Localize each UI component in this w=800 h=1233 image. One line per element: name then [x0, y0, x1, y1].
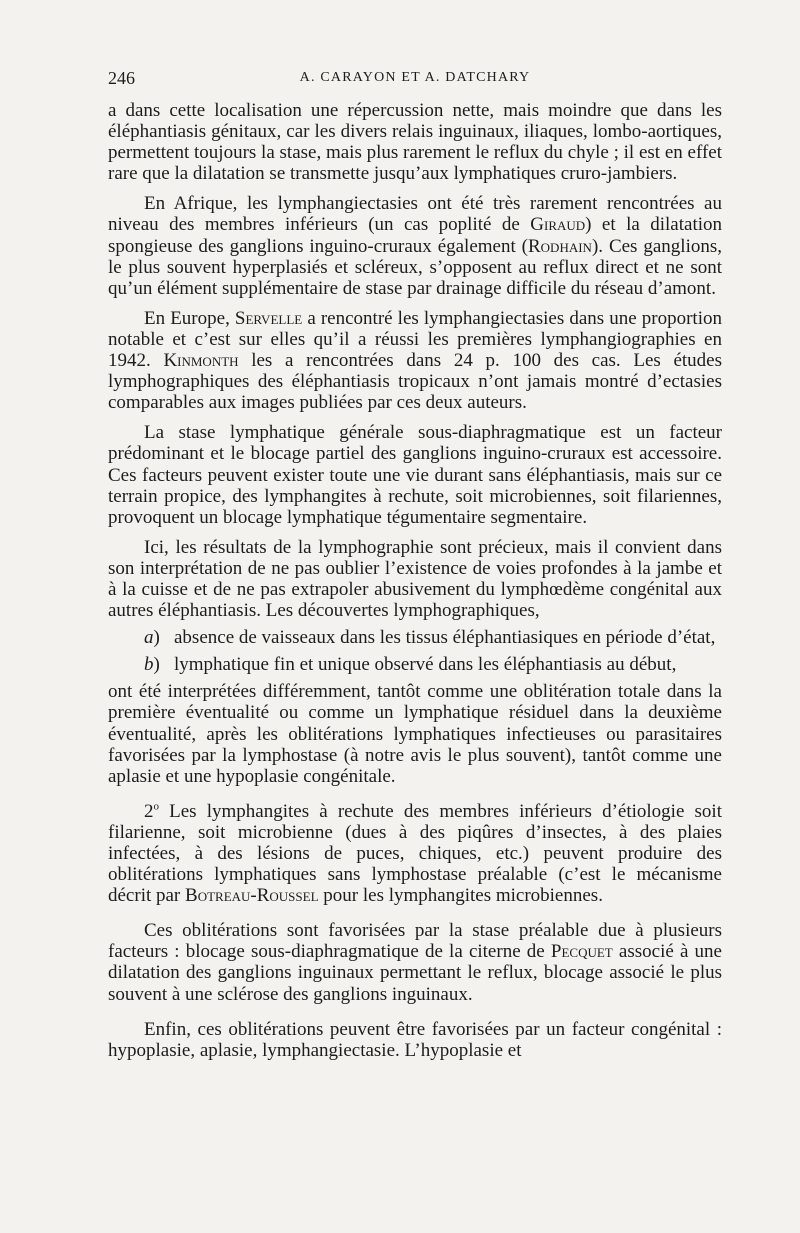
text-run: pour les lymphangites microbiennes.: [318, 885, 603, 907]
list-marker-letter: a: [144, 627, 154, 649]
text-run: a rencontré les lymphangiectasies dans une proportion notable et c’est sur elles qu’il a réussi les premières lymphangiographies en 1942.: [108, 307, 722, 372]
text-run: Les lymphangites à rechute des membres inférieurs d’étiologie soit filarienne, soit microbienne (dues à des piqûres d’insectes, à des plaies infectées, à des lésions de puces, chiques, etc.) peuvent produire des oblitérations lymphatiques sans lymphostase préalable (c’est le mécanisme décrit par: [108, 800, 722, 907]
text-run: les a rencontrées dans 24 p. 100 des cas. Les études lymphographiques des éléphantiasis tropicaux n’ont jamais montré d’ectasies comparables aux images publiées par ces deux auteurs.: [108, 350, 722, 414]
paragraph-8: [108, 920, 722, 1004]
page-header: [108, 64, 722, 100]
author-name: Kinmonth: [163, 350, 239, 372]
list-item: [144, 654, 722, 675]
text-run: En Afrique, les lymphangiectasies ont été très rarement rencontrées au niveau des membres inférieurs (un cas poplité de: [108, 193, 722, 236]
author-name: Pecquet: [550, 941, 613, 963]
text-run: En Europe,: [144, 307, 235, 329]
author-name: Servelle: [234, 307, 303, 329]
author-name: Giraud: [530, 214, 586, 236]
paragraph-9: Enfin, ces oblitérations peuvent être favorisées par un facteur congénital : hypoplasie, aplasie, lymphangiectasie. L’hypoplasie et: [108, 1018, 722, 1061]
ordinal-superscript: o: [153, 800, 159, 813]
list-item-text: lymphatique fin et unique observé dans les éléphantiasis au début,: [174, 654, 677, 676]
text-run: ) et la dilatation spongieuse des ganglions inguino-cruraux également (: [108, 214, 722, 257]
page-number: 246: [108, 68, 135, 88]
paragraph-6: ont été interprétées différemment, tantôt comme une oblitération totale dans la première éventualité ou comme un lymphatique résiduel dans la deuxième éventualité, après les oblitérations lymphatiques infectieuses ou parasitaires favorisées par la lymphostase (à notre avis le plus souvent), tantôt comme une aplasie et une hypoplasie congénitale.: [108, 681, 722, 787]
text-run: ). Ces ganglions, le plus souvent hyperplasiés et scléreux, s’opposent au reflux direct et ne sont qu’un élément supplémentaire de stase par drainage difficile du réseau d’amont.: [108, 235, 722, 299]
author-name: Rodhain: [528, 235, 592, 257]
paragraph-7: [108, 801, 722, 906]
list-marker-letter: b: [144, 654, 154, 676]
body-text: [108, 100, 722, 1061]
paragraph-2: [108, 193, 722, 298]
list-marker: a): [144, 627, 160, 649]
list-item: [144, 627, 722, 648]
text-run: Ces oblitérations sont favorisées par la stase préalable due à plusieurs facteurs : blocage sous-diaphragmatique de la citerne de: [108, 920, 722, 963]
paragraph-3: [108, 308, 722, 413]
author-name: Botreau-Roussel: [185, 885, 319, 907]
page: [108, 64, 722, 1070]
text-run: associé à une dilatation des ganglions inguinaux permettant le reflux, blocage associé le plus souvent à une sclérose des ganglions inguinaux.: [108, 941, 722, 1005]
section-number: 2: [144, 800, 154, 822]
paragraph-4: La stase lymphatique générale sous-diaphragmatique est un facteur prédominant et le blocage partiel des ganglions inguino-cruraux est accessoire. Ces facteurs peuvent exister toute une vie durant sans éléphantiasis, mais sur ce terrain propice, des lymphangites à rechute, soit microbiennes, soit filariennes, provoquent un blocage lymphatique tégumentaire segmentaire.: [108, 422, 722, 528]
list-item-text: absence de vaisseaux dans les tissus éléphantiasiques en période d’état,: [174, 627, 716, 649]
list-marker: b): [144, 654, 160, 676]
paragraph-1: a dans cette localisation une répercussion nette, mais moindre que dans les éléphantiasis génitaux, car les divers relais inguinaux, iliaques, lombo-aortiques, permettent toujours la stase, mais plus rarement le reflux du chyle ; il est en effet rare que la dilatation se transmette jusqu’aux lymphatiques cruro-jambiers.: [108, 100, 722, 185]
running-head: A. CARAYON ET A. DATCHARY: [299, 70, 531, 85]
paragraph-5: Ici, les résultats de la lymphographie sont précieux, mais il convient dans son interprétation de ne pas oublier l’existence de voies profondes à la jambe et à la cuisse et de ne pas extrapoler abusivement du lymphœdème congénital aux autres éléphantiasis. Les découvertes lymphographiques,: [108, 536, 722, 622]
